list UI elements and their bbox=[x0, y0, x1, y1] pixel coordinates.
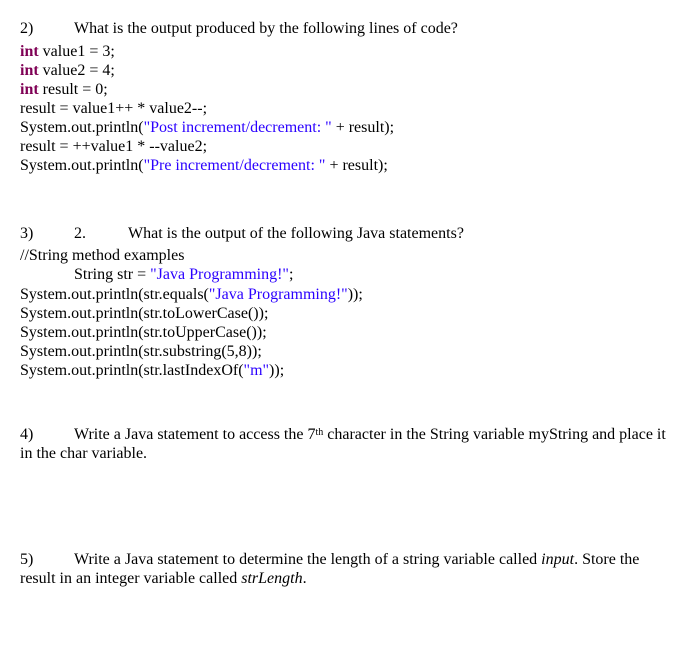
code-line bbox=[20, 156, 388, 175]
code-text: System.out.println(str.equals( bbox=[20, 286, 209, 303]
question-sub-number: 2. bbox=[74, 225, 86, 242]
code-line bbox=[20, 118, 394, 137]
question-4 bbox=[20, 425, 670, 463]
question-number: 5) bbox=[20, 551, 34, 568]
string-literal: "Java Programming!" bbox=[150, 266, 289, 283]
code-text: value2 = 4; bbox=[38, 62, 115, 79]
code-line: System.out.println(str.toLowerCase()); bbox=[20, 305, 269, 322]
code-line: result = value1++ * value2--; bbox=[20, 100, 208, 117]
code-line bbox=[20, 42, 115, 61]
question-text: . bbox=[302, 570, 307, 587]
code-line bbox=[20, 61, 115, 80]
code-line bbox=[20, 361, 284, 380]
code-line: result = ++value1 * --value2; bbox=[20, 138, 208, 155]
variable-name: strLength bbox=[241, 570, 303, 587]
string-literal: "m" bbox=[243, 362, 270, 379]
superscript: th bbox=[315, 427, 324, 438]
keyword: int bbox=[20, 81, 39, 98]
code-line: System.out.println(str.substring(5,8)); bbox=[20, 343, 262, 360]
code-text: + result); bbox=[325, 157, 388, 174]
code-line: System.out.println(str.toUpperCase()); bbox=[20, 324, 267, 341]
string-literal: "Java Programming!" bbox=[208, 286, 348, 303]
question-number: 4) bbox=[20, 426, 34, 443]
string-literal: "Pre increment/decrement: " bbox=[143, 157, 326, 174]
question-2-header bbox=[20, 19, 458, 38]
code-text: System.out.println( bbox=[20, 157, 144, 174]
question-3-header bbox=[20, 224, 464, 243]
question-text: . Store the result in an integer variable called bbox=[20, 551, 640, 587]
question-text: Write a Java statement to access the 7 bbox=[74, 426, 316, 443]
question-number: 2) bbox=[20, 20, 34, 37]
question-5 bbox=[20, 550, 670, 588]
code-line bbox=[74, 265, 293, 284]
question-text: character in the String variable myString and place it in the char variable. bbox=[20, 426, 666, 462]
code-comment: //String method examples bbox=[20, 247, 185, 264]
code-text: System.out.println(str.lastIndexOf( bbox=[20, 362, 244, 379]
question-number: 3) bbox=[20, 225, 34, 242]
question-text: Write a Java statement to determine the length of a string variable called bbox=[74, 551, 542, 568]
keyword: int bbox=[20, 43, 39, 60]
code-text: result = 0; bbox=[38, 81, 108, 98]
code-text: String str = bbox=[74, 266, 151, 283]
code-line bbox=[20, 285, 363, 304]
code-text: System.out.println( bbox=[20, 119, 144, 136]
variable-name: input bbox=[541, 551, 575, 568]
keyword: int bbox=[20, 62, 39, 79]
code-text: )); bbox=[347, 286, 363, 303]
code-text: ; bbox=[288, 266, 294, 283]
question-prompt: What is the output of the following Java statements? bbox=[128, 225, 464, 242]
code-text: value1 = 3; bbox=[38, 43, 115, 60]
string-literal: "Post increment/decrement: " bbox=[143, 119, 332, 136]
question-prompt: What is the output produced by the following lines of code? bbox=[74, 20, 458, 37]
code-text: )); bbox=[269, 362, 285, 379]
code-text: + result); bbox=[331, 119, 395, 136]
code-line bbox=[20, 80, 108, 99]
